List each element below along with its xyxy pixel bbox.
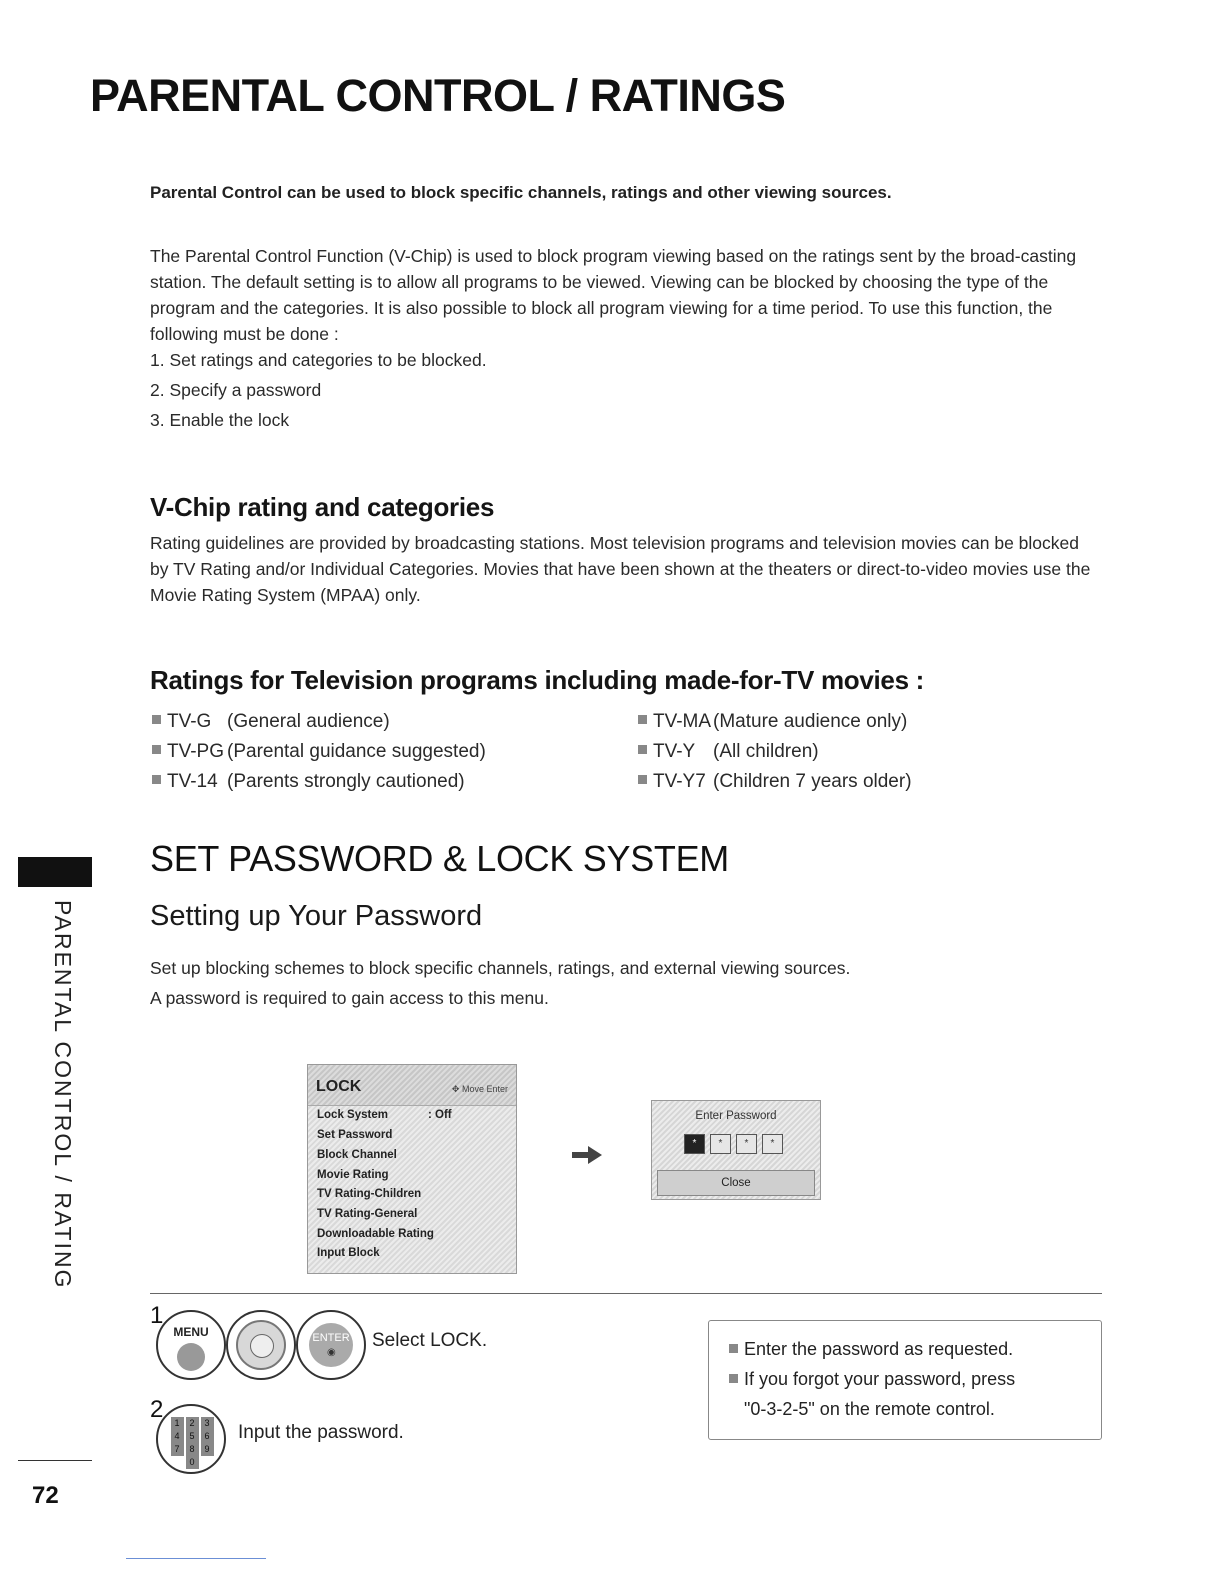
setup-line-1: Set up blocking schemes to block specific channels, ratings, and external viewing sources. [150, 958, 851, 978]
intro-step-3: 3. Enable the lock [150, 410, 290, 430]
move-icon: ✥ [451, 1084, 462, 1094]
password-digit-2[interactable]: * [710, 1134, 731, 1154]
lock-menu-nav-hint: ✥ Move Enter [451, 1084, 508, 1094]
steps-divider [150, 1293, 1102, 1294]
section-subtitle: Setting up Your Password [150, 900, 483, 932]
bullet-icon [729, 1374, 738, 1383]
intro-step-2: 2. Specify a password [150, 380, 322, 400]
rating-code: TV-14 [167, 771, 218, 792]
navigation-ring-button[interactable] [226, 1310, 296, 1380]
note-line-3: "0-3-2-5" on the remote control. [744, 1399, 995, 1419]
lock-menu-screenshot [307, 1064, 517, 1274]
bullet-icon [152, 715, 161, 724]
menu-item-input-block[interactable]: Input Block [317, 1247, 380, 1259]
rating-desc: (General audience) [227, 711, 390, 732]
setup-line-2: A password is required to gain access to this menu. [150, 988, 549, 1008]
rating-code: TV-PG [167, 741, 225, 762]
rating-item [152, 771, 465, 793]
page-number: 72 [32, 1482, 59, 1509]
side-tab-marker [18, 857, 92, 887]
rating-code: TV-MA [653, 711, 712, 732]
bullet-icon [152, 775, 161, 784]
lock-menu-title: LOCK [316, 1078, 362, 1095]
enter-dot-icon: ◉ [327, 1347, 336, 1358]
close-button[interactable]: Close [657, 1170, 815, 1196]
lock-menu-header [308, 1065, 516, 1106]
password-digit-1[interactable]: * [684, 1134, 705, 1154]
lock-system-value: : Off [428, 1109, 452, 1121]
rating-desc: (Parents strongly cautioned) [227, 771, 465, 792]
tv-ratings-heading: Ratings for Television programs including made-for-TV movies : [150, 665, 925, 695]
step-2-number: 2 [150, 1396, 164, 1423]
enter-button[interactable] [296, 1310, 366, 1380]
enter-button-label: ENTER [312, 1332, 350, 1344]
rating-item [152, 711, 390, 733]
note-line-2: If you forgot your password, press [729, 1369, 1015, 1390]
menu-item-block-channel[interactable]: Block Channel [317, 1149, 397, 1161]
bullet-icon [638, 745, 647, 754]
rating-code: TV-Y [653, 741, 696, 762]
rating-code: TV-G [167, 711, 212, 732]
enter-password-dialog [651, 1100, 821, 1200]
enter-button-disk-icon [309, 1323, 353, 1367]
arrow-right-icon [572, 1146, 602, 1164]
intro-paragraph: The Parental Control Function (V-Chip) is used to block program viewing based on the ratings sent by the broad-casting station. The default setting is to allow all programs to be viewed. Viewing can be blocked by choosing the type of the program and the categories. It is also possible to block all program viewing for a time period. To use this function, the following must be done : [150, 246, 1077, 344]
step-1-text: Select LOCK. [372, 1330, 488, 1351]
section-title: SET PASSWORD & LOCK SYSTEM [150, 838, 729, 879]
page-title: PARENTAL CONTROL / RATINGS [90, 70, 786, 121]
rating-desc: (Parental guidance suggested) [227, 741, 486, 762]
step-2-text: Input the password. [238, 1422, 404, 1443]
rating-item [638, 741, 819, 763]
rating-item [638, 771, 912, 793]
rating-desc: (Mature audience only) [713, 711, 908, 732]
vchip-heading: V-Chip rating and categories [150, 492, 495, 522]
bullet-icon [152, 745, 161, 754]
rating-code: TV-Y7 [653, 771, 706, 792]
bullet-icon [729, 1344, 738, 1353]
rating-desc: (All children) [713, 741, 819, 762]
menu-item-movie-rating[interactable]: Movie Rating [317, 1169, 389, 1181]
side-tab-label: PARENTAL CONTROL / RATING [50, 900, 76, 1290]
menu-item-set-password[interactable]: Set Password [317, 1129, 393, 1141]
nav-center-icon [250, 1334, 274, 1358]
rating-item [638, 711, 907, 733]
vchip-paragraph: Rating guidelines are provided by broadcasting stations. Most television programs and television movies can be blocked by TV Rating and/or Individual Categories. Movies that have been shown at the theaters or direct-to-video movies use the Movie Rating System (MPAA) only. [150, 533, 1091, 605]
dialog-title: Enter Password [695, 1110, 777, 1122]
bullet-icon [638, 775, 647, 784]
menu-item-lock-system[interactable]: Lock System [317, 1109, 388, 1121]
menu-button-knob-icon [177, 1343, 205, 1371]
footer-rule [126, 1558, 266, 1559]
password-digit-4[interactable]: * [762, 1134, 783, 1154]
menu-item-tv-rating-general[interactable]: TV Rating-General [317, 1208, 418, 1220]
number-keypad-button[interactable] [156, 1404, 226, 1474]
bullet-icon [638, 715, 647, 724]
rating-desc: (Children 7 years older) [713, 771, 912, 792]
menu-button-label: MENU [173, 1325, 209, 1339]
keypad-grid: 1 2 3 4 5 6 7 8 9 0 [169, 1417, 215, 1469]
notes-box [708, 1320, 1102, 1440]
page-number-divider [18, 1460, 92, 1461]
menu-item-downloadable-rating[interactable]: Downloadable Rating [317, 1228, 434, 1240]
intro-bold-line: Parental Control can be used to block specific channels, ratings and other viewing sources. [150, 183, 892, 202]
step-1-number: 1 [150, 1302, 164, 1329]
note-line-1: Enter the password as requested. [729, 1339, 1013, 1360]
menu-button[interactable] [156, 1310, 226, 1380]
intro-step-1: 1. Set ratings and categories to be blocked. [150, 350, 487, 370]
rating-item [152, 741, 486, 763]
password-digit-3[interactable]: * [736, 1134, 757, 1154]
menu-item-tv-rating-children[interactable]: TV Rating-Children [317, 1188, 422, 1200]
